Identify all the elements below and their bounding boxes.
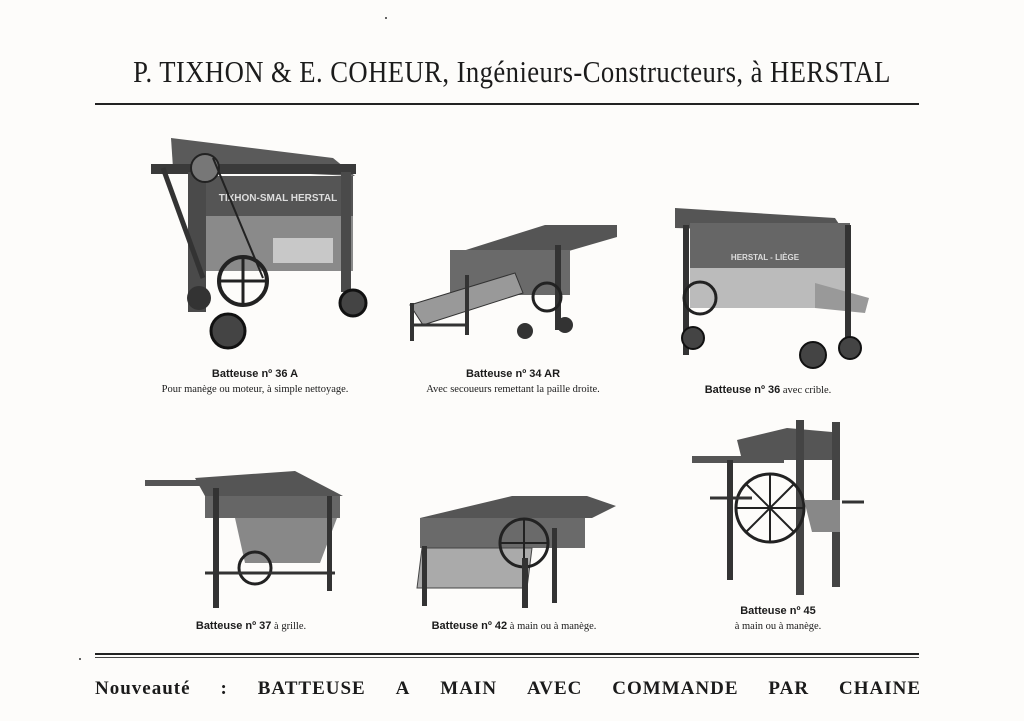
caption-subtitle: avec crible.	[782, 385, 832, 396]
caption-37	[176, 618, 326, 635]
plate-text: TIXHON-SMAL HERSTAL	[218, 193, 338, 204]
page-title: P. TIXHON & E. COHEUR, Ingénieurs-Constructeurs, à HERSTAL	[133, 54, 891, 89]
caption-title: Batteuse nº 42	[431, 620, 508, 632]
caption-36	[680, 382, 856, 399]
footer-word: MAIN	[440, 678, 498, 699]
thresher-45-illustration	[692, 420, 867, 600]
caption-36a	[140, 366, 370, 398]
caption-title: Batteuse nº 37	[195, 620, 272, 632]
caption-subtitle: Avec secoueurs remettant la paille droite.	[426, 384, 600, 395]
caption-subtitle: à main ou à manège.	[509, 621, 597, 632]
footer-word: Nouveauté	[95, 678, 191, 699]
footer-word: CHAINE	[838, 678, 921, 699]
thresher-34ar-illustration	[405, 215, 620, 360]
caption-subtitle: à grille.	[274, 621, 307, 632]
caption-42	[400, 618, 628, 635]
header-rule	[95, 103, 919, 105]
caption-34ar	[395, 366, 631, 398]
thresher-36a-illustration	[143, 128, 368, 356]
caption-title: Batteuse nº 45	[740, 605, 816, 617]
footer-word: COMMANDE	[612, 678, 739, 699]
caption-subtitle: Pour manège ou moteur, à simple nettoyage.	[161, 384, 349, 395]
paper-speck	[79, 658, 81, 660]
footer-word: AVEC	[526, 678, 583, 699]
caption-title: Batteuse nº 34 AR	[465, 368, 561, 380]
caption-subtitle: à main ou à manège.	[734, 621, 822, 632]
thresher-42-illustration	[412, 488, 617, 611]
footer-rule-top	[95, 653, 919, 655]
thresher-37-illustration	[145, 468, 345, 613]
paper-speck	[385, 17, 387, 19]
footer-word: :	[220, 678, 228, 699]
footer-word: A	[395, 678, 411, 699]
caption-title: Batteuse nº 36	[704, 384, 781, 396]
caption-45	[690, 603, 866, 635]
caption-title: Batteuse nº 36 A	[211, 368, 299, 380]
plate-text: HERSTAL - LIÈGE	[730, 253, 800, 262]
footer-banner	[95, 678, 921, 700]
footer-word: BATTEUSE	[257, 678, 366, 699]
footer-rule-bottom	[95, 657, 919, 658]
footer-word: PAR	[768, 678, 810, 699]
thresher-36-illustration	[665, 203, 870, 373]
